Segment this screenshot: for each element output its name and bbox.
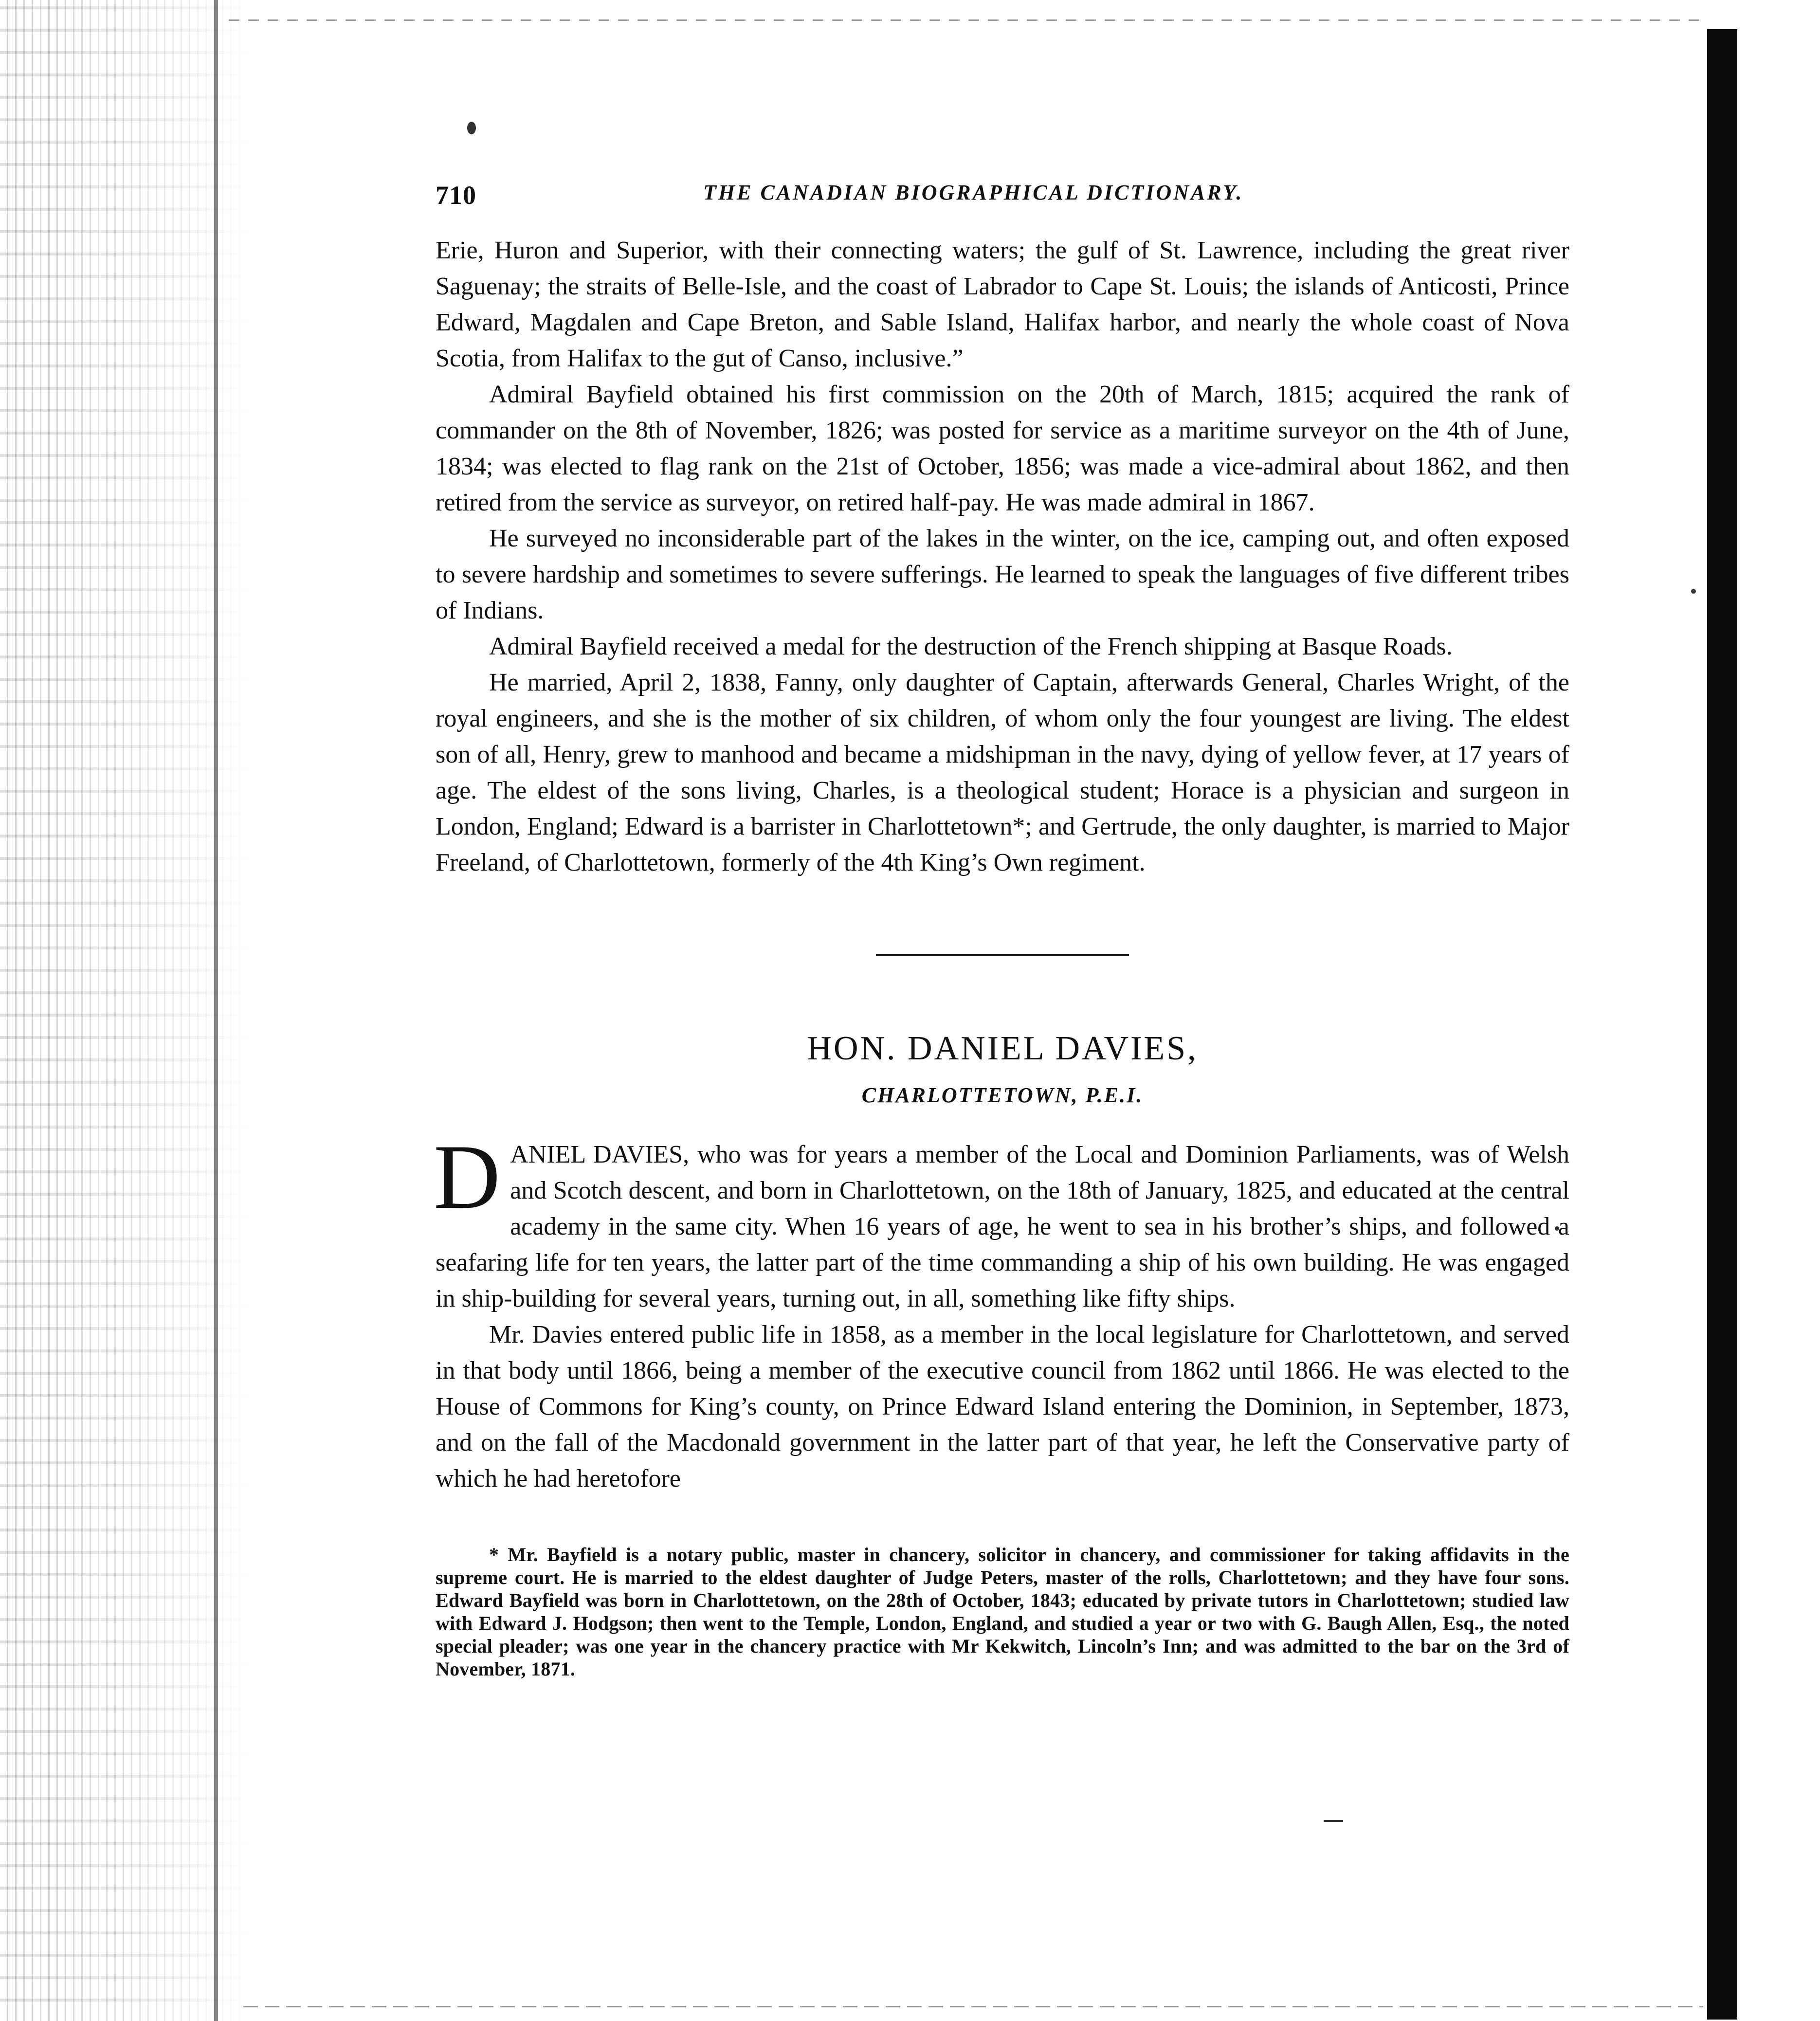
scan-speck: [1324, 1820, 1343, 1822]
running-head: [436, 180, 1569, 209]
scan-right-border: [1707, 29, 1737, 2020]
paragraph: He married, April 2, 1838, Fanny, only daughter of Captain, afterwards General, Charles Wright, of the royal engineers, and she is the mother of six children, of whom only the four youngest are living. The eldest son of all, Henry, grew to manhood and became a midshipman in the navy, dying of yellow fever, at 17 years of age. The eldest of the sons living, Charles, is a theological student; Horace is a physician and surgeon in London, England; Edward is a barrister in Charlottetown*; and Gertrude, the only daughter, is married to Major Freeland, of Charlottetown, formerly of the 4th King’s Own regiment.: [436, 669, 1569, 876]
scan-bottom-edge: [243, 2006, 1703, 2007]
drop-cap: D: [434, 1126, 501, 1228]
section-separator-rule: [876, 954, 1129, 956]
entry-text: [434, 1126, 1569, 1497]
document-page: [436, 180, 1569, 1680]
paragraph-text: ANIEL DAVIES, who was for years a member of the Local and Dominion Parliaments, was of Welsh and Scotch descent, and born in Charlottetown, on the 18th of January, 1825, and educated at the central academy in the same city. When 16 years of age, he went to sea in his brother’s ships, and followed a seafaring life for ten years, the latter part of the time commanding a ship of his own building. He was engaged in ship-building for several years, turning out, in all, something like fifty ships.: [436, 1141, 1569, 1312]
entry-heading: HON. DANIEL DAVIES,: [807, 1030, 1198, 1067]
previous-entry-text: [436, 233, 1569, 881]
paragraph: Admiral Bayfield received a medal for the destruction of the French shipping at Basque Roads.: [489, 633, 1453, 660]
binding-edge: [214, 0, 218, 2021]
footnote: * Mr. Bayfield is a notary public, master in chancery, solicitor in chancery, and commissioner for taking affidavits in the supreme court. He is married to the eldest daughter of Judge Peters, master of the rolls, Charlottetown; and they have four sons. Edward Bayfield was born in Charlottetown, on the 28th of October, 1843; educated by private tutors in Charlottetown; studied law with Edward J. Hodgson; then went to the Temple, London, England, and studied a year or two with G. Baugh Allen, Esq., the noted special pleader; was one year in the chancery practice with Mr Kekwitch, Lincoln’s Inn; and was admitted to the bar on the 3rd of November, 1871.: [436, 1544, 1569, 1680]
running-title: THE CANADIAN BIOGRAPHICAL DICTIONARY.: [703, 181, 1244, 204]
scan-speck: [467, 122, 476, 134]
paragraph: Admiral Bayfield obtained his first commission on the 20th of March, 1815; acquired the rank of commander on the 8th of November, 1826; was posted for service as a maritime surveyor on the 4th of June, 1834; was elected to flag rank on the 21st of October, 1856; was made a vice-admiral about 1862, and then retired from the service as surveyor, on retired half-pay. He was made admiral in 1867.: [436, 381, 1569, 516]
scan-top-edge: [229, 19, 1703, 21]
paragraph: Mr. Davies entered public life in 1858, as a member in the local legislature for Charlottetown, and served in that body until 1866, being a member of the executive council from 1862 until 1866. He was elected to the House of Commons for King’s county, on Prince Edward Island entering the Dominion, in September, 1873, and on the fall of the Macdonald government in the latter part of that year, he left the Conservative party of which he had heretofore: [436, 1321, 1569, 1493]
paragraph: [434, 1126, 1569, 1317]
paragraph: Erie, Huron and Superior, with their connecting waters; the gulf of St. Lawrence, including the great river Saguenay; the straits of Belle-Isle, and the coast of Labrador to Cape St. Louis; the islands of Anticosti, Prince Edward, Magdalen and Cape Breton, and Sable Island, Halifax harbor, and nearly the whole coast of Nova Scotia, from Halifax to the gut of Canso, inclusive.”: [436, 237, 1569, 372]
page-number: 710: [436, 181, 476, 210]
scan-speck: [1691, 589, 1696, 594]
entry-subheading: CHARLOTTETOWN, P.E.I.: [861, 1083, 1144, 1107]
paragraph: He surveyed no inconsiderable part of the lakes in the winter, on the ice, camping out, and often exposed to severe hardship and sometimes to severe sufferings. He learned to speak the languages of five different tribes of Indians.: [436, 525, 1569, 624]
